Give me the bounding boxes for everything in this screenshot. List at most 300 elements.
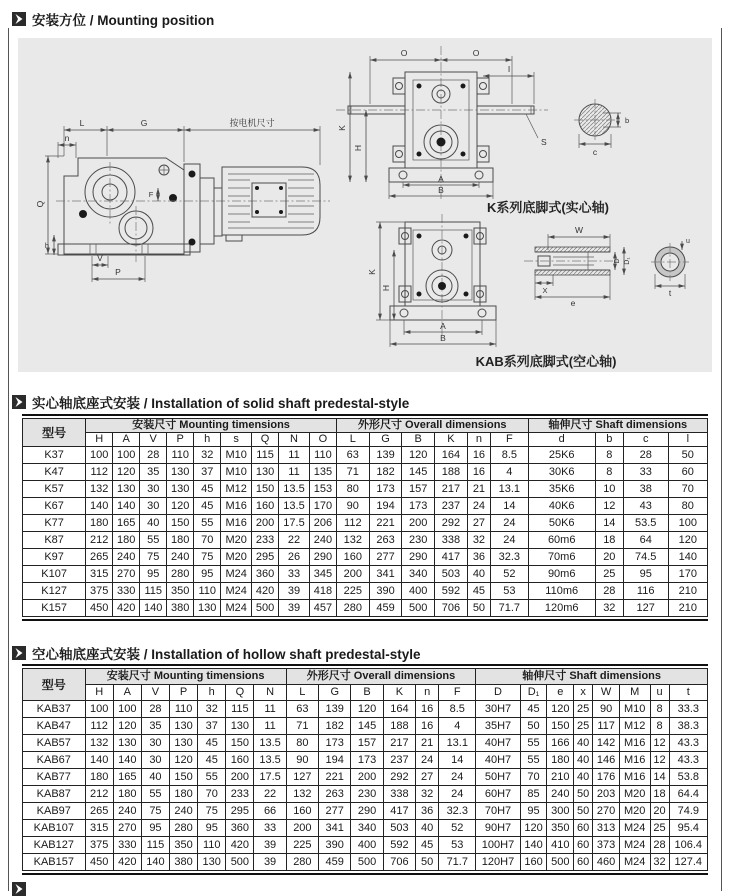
value-cell: 8.5 [491,447,528,464]
solid-shaft-table-wrap [22,414,708,621]
value-cell: 400 [351,837,383,854]
section-marker-icon [12,882,26,896]
value-cell: 11 [279,464,310,481]
column-header: V [140,433,167,447]
value-cell: 110 [309,447,336,464]
value-cell: 150 [167,515,194,532]
value-cell: 35K6 [528,481,595,498]
dim-label-h: h [44,241,50,250]
value-cell: 30H7 [476,701,520,718]
value-cell: 90H7 [476,820,520,837]
value-cell: 90 [593,701,620,718]
value-cell: 263 [369,532,402,549]
column-header: O [309,433,336,447]
column-header: Q [252,433,279,447]
k-front-view-drawing [336,46,609,215]
value-cell: 8 [650,718,669,735]
value-cell: 110 [167,447,194,464]
value-cell: 52 [491,566,528,583]
model-cell: K157 [23,600,86,617]
value-cell: 45 [467,583,490,600]
model-cell: K87 [23,532,86,549]
value-cell: 30 [141,735,169,752]
solid-shaft-section-drawing [574,99,629,157]
table-row [23,600,708,617]
value-cell: 18 [595,532,623,549]
column-header: t [669,685,707,701]
value-cell: 12 [650,752,669,769]
value-cell: 38.3 [669,718,707,735]
value-cell: 17.5 [254,769,286,786]
value-cell: 277 [319,803,351,820]
column-header: H [86,433,113,447]
value-cell: 330 [113,837,141,854]
value-cell: 130 [194,600,221,617]
value-cell: 500 [547,854,574,871]
value-cell: 53 [491,583,528,600]
value-cell: 30 [140,481,167,498]
value-cell: 240 [170,803,198,820]
group-header: 外形尺寸 Overall dimensions [336,419,528,433]
value-cell: 400 [402,583,435,600]
column-header: N [254,685,286,701]
value-cell: 75 [194,549,221,566]
value-cell: 45 [198,735,226,752]
value-cell: 45 [520,701,547,718]
table-row [23,549,708,566]
value-cell: 14 [650,769,669,786]
value-cell: 180 [85,769,113,786]
value-cell: M10 [221,464,252,481]
value-cell: 380 [170,854,198,871]
value-cell: 206 [309,515,336,532]
technical-drawing [18,38,712,372]
column-header: c [623,433,668,447]
value-cell: 50 [574,803,593,820]
value-cell: 130 [170,735,198,752]
value-cell: 63 [286,701,318,718]
section-title-hollow: 空心轴底座式安装 / Installation of hollow shaft predestal-style [32,647,421,662]
value-cell: 340 [402,566,435,583]
value-cell: 270 [593,803,620,820]
value-cell: M10 [221,447,252,464]
table-row [23,701,708,718]
value-cell: M16 [221,515,252,532]
section-title-mounting: 安装方位 / Mounting position [32,13,215,28]
value-cell: 270 [113,820,141,837]
value-cell: 459 [319,854,351,871]
value-cell: 390 [369,583,402,600]
value-cell: 200 [336,566,369,583]
value-cell: M12 [221,481,252,498]
value-cell: 142 [593,735,620,752]
hollow-shaft-table [22,668,708,871]
value-cell: 95 [198,820,226,837]
value-cell: 40 [416,820,439,837]
column-header: Q [226,685,254,701]
value-cell: 182 [369,464,402,481]
model-cell: KAB87 [23,786,86,803]
column-header: L [336,433,369,447]
value-cell: 130 [198,854,226,871]
value-cell: 592 [435,583,468,600]
value-cell: 43 [623,498,668,515]
value-cell: 313 [593,820,620,837]
model-column-header: 型号 [23,669,86,701]
value-cell: 50 [416,854,439,871]
column-header: s [221,433,252,447]
column-header: K [383,685,415,701]
value-cell: 50 [574,786,593,803]
column-header: l [668,433,707,447]
value-cell: 130 [226,718,254,735]
value-cell: 290 [309,549,336,566]
value-cell: 71.7 [439,854,476,871]
value-cell: 33 [254,820,286,837]
dim-label-P: P [115,267,121,277]
value-cell: 375 [86,583,113,600]
value-cell: M10 [619,701,650,718]
value-cell: 45 [198,752,226,769]
value-cell: 200 [252,515,279,532]
value-cell: 194 [319,752,351,769]
value-cell: 180 [170,786,198,803]
value-cell: 27 [416,769,439,786]
value-cell: 200 [226,769,254,786]
value-cell: 139 [319,701,351,718]
value-cell: 130 [167,481,194,498]
dim-label-B: B [438,185,444,195]
value-cell: 115 [141,837,169,854]
value-cell: 8 [650,701,669,718]
value-cell: 32.3 [439,803,476,820]
value-cell: 165 [113,769,141,786]
value-cell: 35 [140,464,167,481]
value-cell: M16 [619,735,650,752]
section-marker-icon [12,12,26,26]
dim-label-G: G [140,118,148,128]
value-cell: 140 [520,837,547,854]
column-header: M [619,685,650,701]
value-cell: 200 [402,515,435,532]
table-row [23,532,708,549]
value-cell: 25 [574,701,593,718]
value-cell: M24 [619,854,650,871]
value-cell: 110 [198,837,226,854]
value-cell: 13.5 [254,752,286,769]
column-header: n [416,685,439,701]
value-cell: 180 [113,786,141,803]
value-cell: 25 [650,820,669,837]
value-cell: 130 [113,735,141,752]
value-cell: 95 [623,566,668,583]
section-marker-icon [12,646,26,660]
value-cell: 50K6 [528,515,595,532]
value-cell: M16 [221,498,252,515]
value-cell: 71 [336,464,369,481]
value-cell: 140 [140,600,167,617]
value-cell: 330 [113,583,140,600]
value-cell: M16 [619,769,650,786]
value-cell: 40 [574,752,593,769]
value-cell: 36 [416,803,439,820]
value-cell: 145 [351,718,383,735]
value-cell: 74.5 [623,549,668,566]
value-cell: 117 [593,718,620,735]
value-cell: 150 [170,769,198,786]
value-cell: 100H7 [476,837,520,854]
value-cell: 120 [547,701,574,718]
value-cell: 130 [113,481,140,498]
value-cell: 14 [439,752,476,769]
value-cell: 95.4 [669,820,707,837]
value-cell: 71.7 [491,600,528,617]
column-header: G [369,433,402,447]
hollow-shaft-table-wrap [22,664,708,875]
value-cell: 11 [254,701,286,718]
value-cell: 217 [435,481,468,498]
value-cell: 64.4 [669,786,707,803]
value-cell: 10 [595,481,623,498]
section-header-hollow [12,643,421,663]
table-row [23,837,708,854]
value-cell: 24 [491,515,528,532]
value-cell: 85 [520,786,547,803]
value-cell: 240 [113,803,141,820]
value-cell: 221 [369,515,402,532]
section-header-mounting [12,9,214,29]
technical-drawing-svg [18,38,712,372]
value-cell: 71 [286,718,318,735]
solid-shaft-table [22,418,708,617]
value-cell: 160 [252,498,279,515]
value-cell: 182 [319,718,351,735]
value-cell: 132 [286,786,318,803]
group-header: 外形尺寸 Overall dimensions [286,669,476,685]
value-cell: 173 [402,498,435,515]
value-cell: 36 [467,549,490,566]
column-header: W [593,685,620,701]
value-cell: 270 [113,566,140,583]
value-cell: 8 [595,447,623,464]
value-cell: 417 [383,803,415,820]
column-header: d [528,433,595,447]
dim-label-L: L [79,118,85,128]
value-cell: 166 [547,735,574,752]
value-cell: M24 [221,600,252,617]
dim-label-X: X [542,286,548,295]
value-cell: 95 [140,566,167,583]
value-cell: 60 [574,837,593,854]
value-cell: 140 [113,498,140,515]
value-cell: 194 [369,498,402,515]
value-cell: 120 [668,532,707,549]
value-cell: 240 [113,549,140,566]
value-cell: 170 [309,498,336,515]
table-row [23,803,708,820]
value-cell: 70 [668,481,707,498]
value-cell: 173 [319,735,351,752]
value-cell: 130 [170,718,198,735]
column-header: h [194,433,221,447]
column-header: e [547,685,574,701]
value-cell: 70 [520,769,547,786]
value-cell: 127.4 [669,854,707,871]
value-cell: 150 [226,735,254,752]
column-header: P [170,685,198,701]
column-header: L [286,685,318,701]
value-cell: 53.8 [669,769,707,786]
model-cell: K127 [23,583,86,600]
value-cell: 350 [167,583,194,600]
value-cell: 16 [416,718,439,735]
value-cell: 37 [194,464,221,481]
value-cell: 116 [623,583,668,600]
value-cell: 139 [369,447,402,464]
value-cell: 13.5 [279,481,310,498]
column-header: n [467,433,490,447]
value-cell: 140 [86,498,113,515]
model-cell: KAB97 [23,803,86,820]
value-cell: 706 [383,854,415,871]
value-cell: 39 [279,600,310,617]
value-cell: 160 [286,803,318,820]
value-cell: 17.5 [279,515,310,532]
value-cell: 55 [198,769,226,786]
value-cell: 290 [351,803,383,820]
table-row [23,752,708,769]
value-cell: 40 [141,769,169,786]
value-cell: 338 [383,786,415,803]
value-cell: 16 [467,447,490,464]
value-cell: 225 [286,837,318,854]
table-row [23,566,708,583]
dim-label-K: K [337,125,347,131]
value-cell: 43.3 [669,752,707,769]
value-cell: 13.5 [279,498,310,515]
value-cell: 4 [491,464,528,481]
value-cell: 240 [167,549,194,566]
value-cell: 460 [593,854,620,871]
model-column-header: 型号 [23,419,86,447]
value-cell: 360 [226,820,254,837]
dim-label-b: b [625,116,630,125]
value-cell: 16 [467,464,490,481]
table-row [23,718,708,735]
value-cell: 120 [113,464,140,481]
table-row [23,786,708,803]
value-cell: 127 [623,600,668,617]
value-cell: 55 [140,532,167,549]
value-cell: 500 [252,600,279,617]
value-cell: 60 [668,464,707,481]
model-cell: KAB77 [23,769,86,786]
value-cell: 280 [167,566,194,583]
table-row [23,820,708,837]
column-header: A [113,685,141,701]
value-cell: 164 [383,701,415,718]
value-cell: 37 [198,718,226,735]
value-cell: 55 [194,515,221,532]
section-header-solid [12,392,409,412]
value-cell: 503 [435,566,468,583]
value-cell: 132 [86,481,113,498]
section-marker-icon [12,395,26,409]
value-cell: 60H7 [476,786,520,803]
value-cell: 28 [595,583,623,600]
value-cell: 21 [416,735,439,752]
value-cell: 28 [141,701,169,718]
value-cell: 95 [520,803,547,820]
value-cell: 64 [623,532,668,549]
dim-label-O-left: O [400,48,408,58]
value-cell: 80 [336,481,369,498]
value-cell: 350 [547,820,574,837]
value-cell: 280 [170,820,198,837]
dim-label-e: e [570,298,576,308]
value-cell: 33.3 [669,701,707,718]
value-cell: 140 [85,752,113,769]
value-cell: 40 [574,769,593,786]
value-cell: 60 [574,820,593,837]
value-cell: 100 [85,701,113,718]
value-cell: 315 [85,820,113,837]
value-cell: 18 [650,786,669,803]
value-cell: 230 [402,532,435,549]
value-cell: 340 [351,820,383,837]
value-cell: 420 [113,600,140,617]
value-cell: 345 [309,566,336,583]
column-header: D [476,685,520,701]
value-cell: 110m6 [528,583,595,600]
value-cell: 153 [309,481,336,498]
value-cell: 230 [351,786,383,803]
group-header: 轴伸尺寸 Shaft dimensions [528,419,707,433]
value-cell: 173 [369,481,402,498]
value-cell: 8 [595,464,623,481]
column-header: b [595,433,623,447]
value-cell: 14 [595,515,623,532]
value-cell: 95 [194,566,221,583]
value-cell: 90 [286,752,318,769]
value-cell: 50 [467,600,490,617]
dim-label-I: I [507,64,511,74]
value-cell: 16 [416,701,439,718]
value-cell: 380 [167,600,194,617]
value-cell: 130 [252,464,279,481]
value-cell: M24 [619,837,650,854]
value-cell: 150 [547,718,574,735]
column-header: x [574,685,593,701]
group-header: 轴伸尺寸 Shaft dimensions [476,669,708,685]
value-cell: 233 [252,532,279,549]
value-cell: 210 [547,769,574,786]
dim-label-W: W [574,225,584,235]
value-cell: 280 [336,600,369,617]
value-cell: 50H7 [476,769,520,786]
value-cell: 50 [520,718,547,735]
value-cell: 157 [402,481,435,498]
value-cell: 90 [336,498,369,515]
value-cell: 30K6 [528,464,595,481]
value-cell: 200 [286,820,318,837]
value-cell: 60 [574,854,593,871]
value-cell: 120 [520,820,547,837]
value-cell: 55 [520,735,547,752]
value-cell: M24 [619,820,650,837]
value-cell: 53 [439,837,476,854]
value-cell: 290 [402,549,435,566]
